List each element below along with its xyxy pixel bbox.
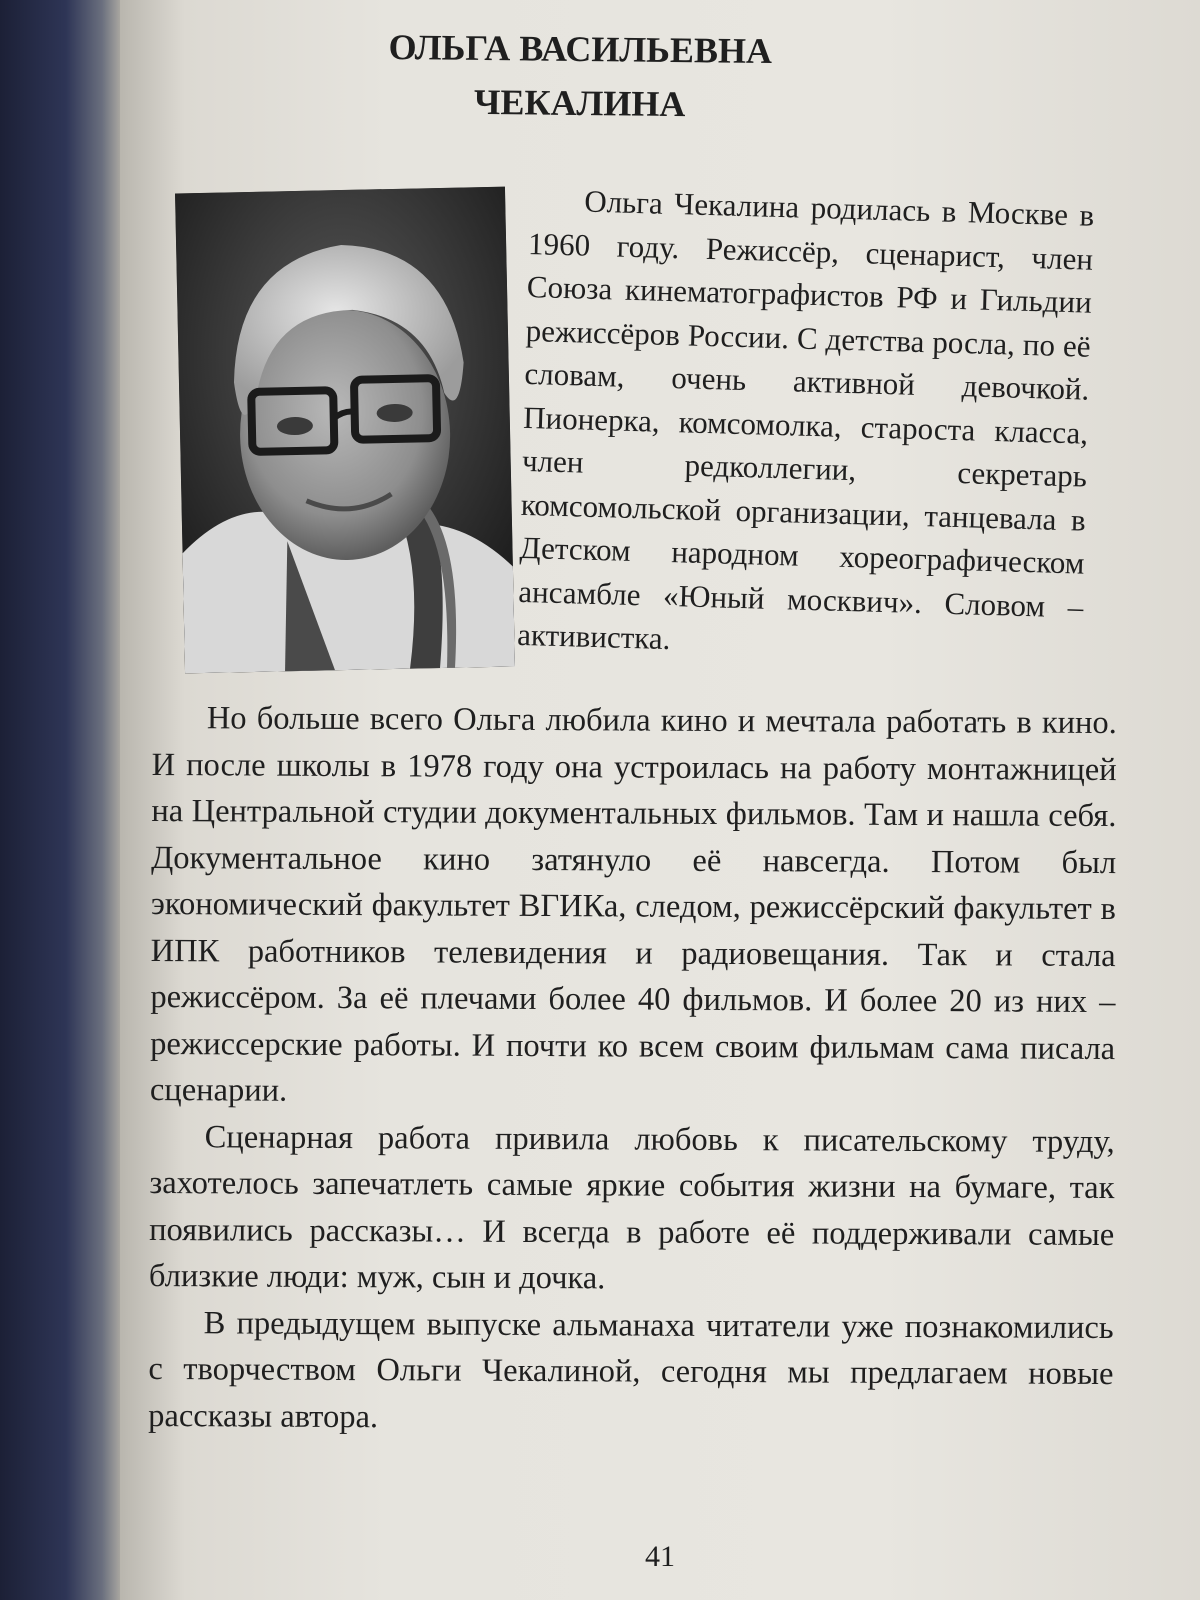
book-page: [120, 0, 1200, 1600]
paragraph-1: Ольга Чекалина родилась в Москве в 1960 году. Режиссёр, сценарист, член Союза кинематографистов РФ и Гильдии режиссёров России. С детства росла, по её словам, очень активной девочкой. Пионерка, комсомолка, староста класса, член редколлегии, секретарь комсомольской организации, танцевала в Детском народном хореографическом ансамбле «Юный москвич». Словом – активистка.: [516, 183, 1095, 657]
paragraph-2: Но больше всего Ольга любила кино и мечтала работать в кино. И после школы в 1978 году она устроилась на работу монтажницей на Центральной студии документальных фильмов. Там и нашла себя. Документальное кино затянуло её навсегда. Потом был экономический факультет ВГИКа, следом, режиссёрский факультет в ИПК работников телевидения и радиовещания. Так и стала режиссёром. За её плечами более 40 фильмов. И более 20 из них – режиссерские работы. И почти ко всем своим фильмам сама писала сценарии.: [149, 700, 1117, 1109]
body-text: [148, 695, 1117, 1444]
paragraph-4: В предыдущем выпуске альманаха читатели уже познакомились с творчеством Ольги Чекалиной, сегодня мы предлагаем новые рассказы автора.: [148, 1304, 1114, 1435]
intro-paragraph: [517, 178, 1095, 672]
page-number: 41: [645, 1540, 675, 1573]
paragraph-3: Сценарная работа привила любовь к писательскому труду, захотелось запечатлеть самые яркие события жизни на бумаге, так появились рассказы… И всегда в работе её поддерживали самые близкие люди: муж, сын и дочка.: [148, 1118, 1115, 1297]
title-line-2: ЧЕКАЛИНА: [473, 81, 686, 125]
page-title: [299, 19, 860, 133]
title-line-1: ОЛЬГА ВАСИЛЬЕВНА: [388, 26, 773, 72]
portrait-illustration: [175, 187, 515, 674]
book-spine: [0, 0, 120, 1600]
portrait-photo: [175, 187, 515, 674]
